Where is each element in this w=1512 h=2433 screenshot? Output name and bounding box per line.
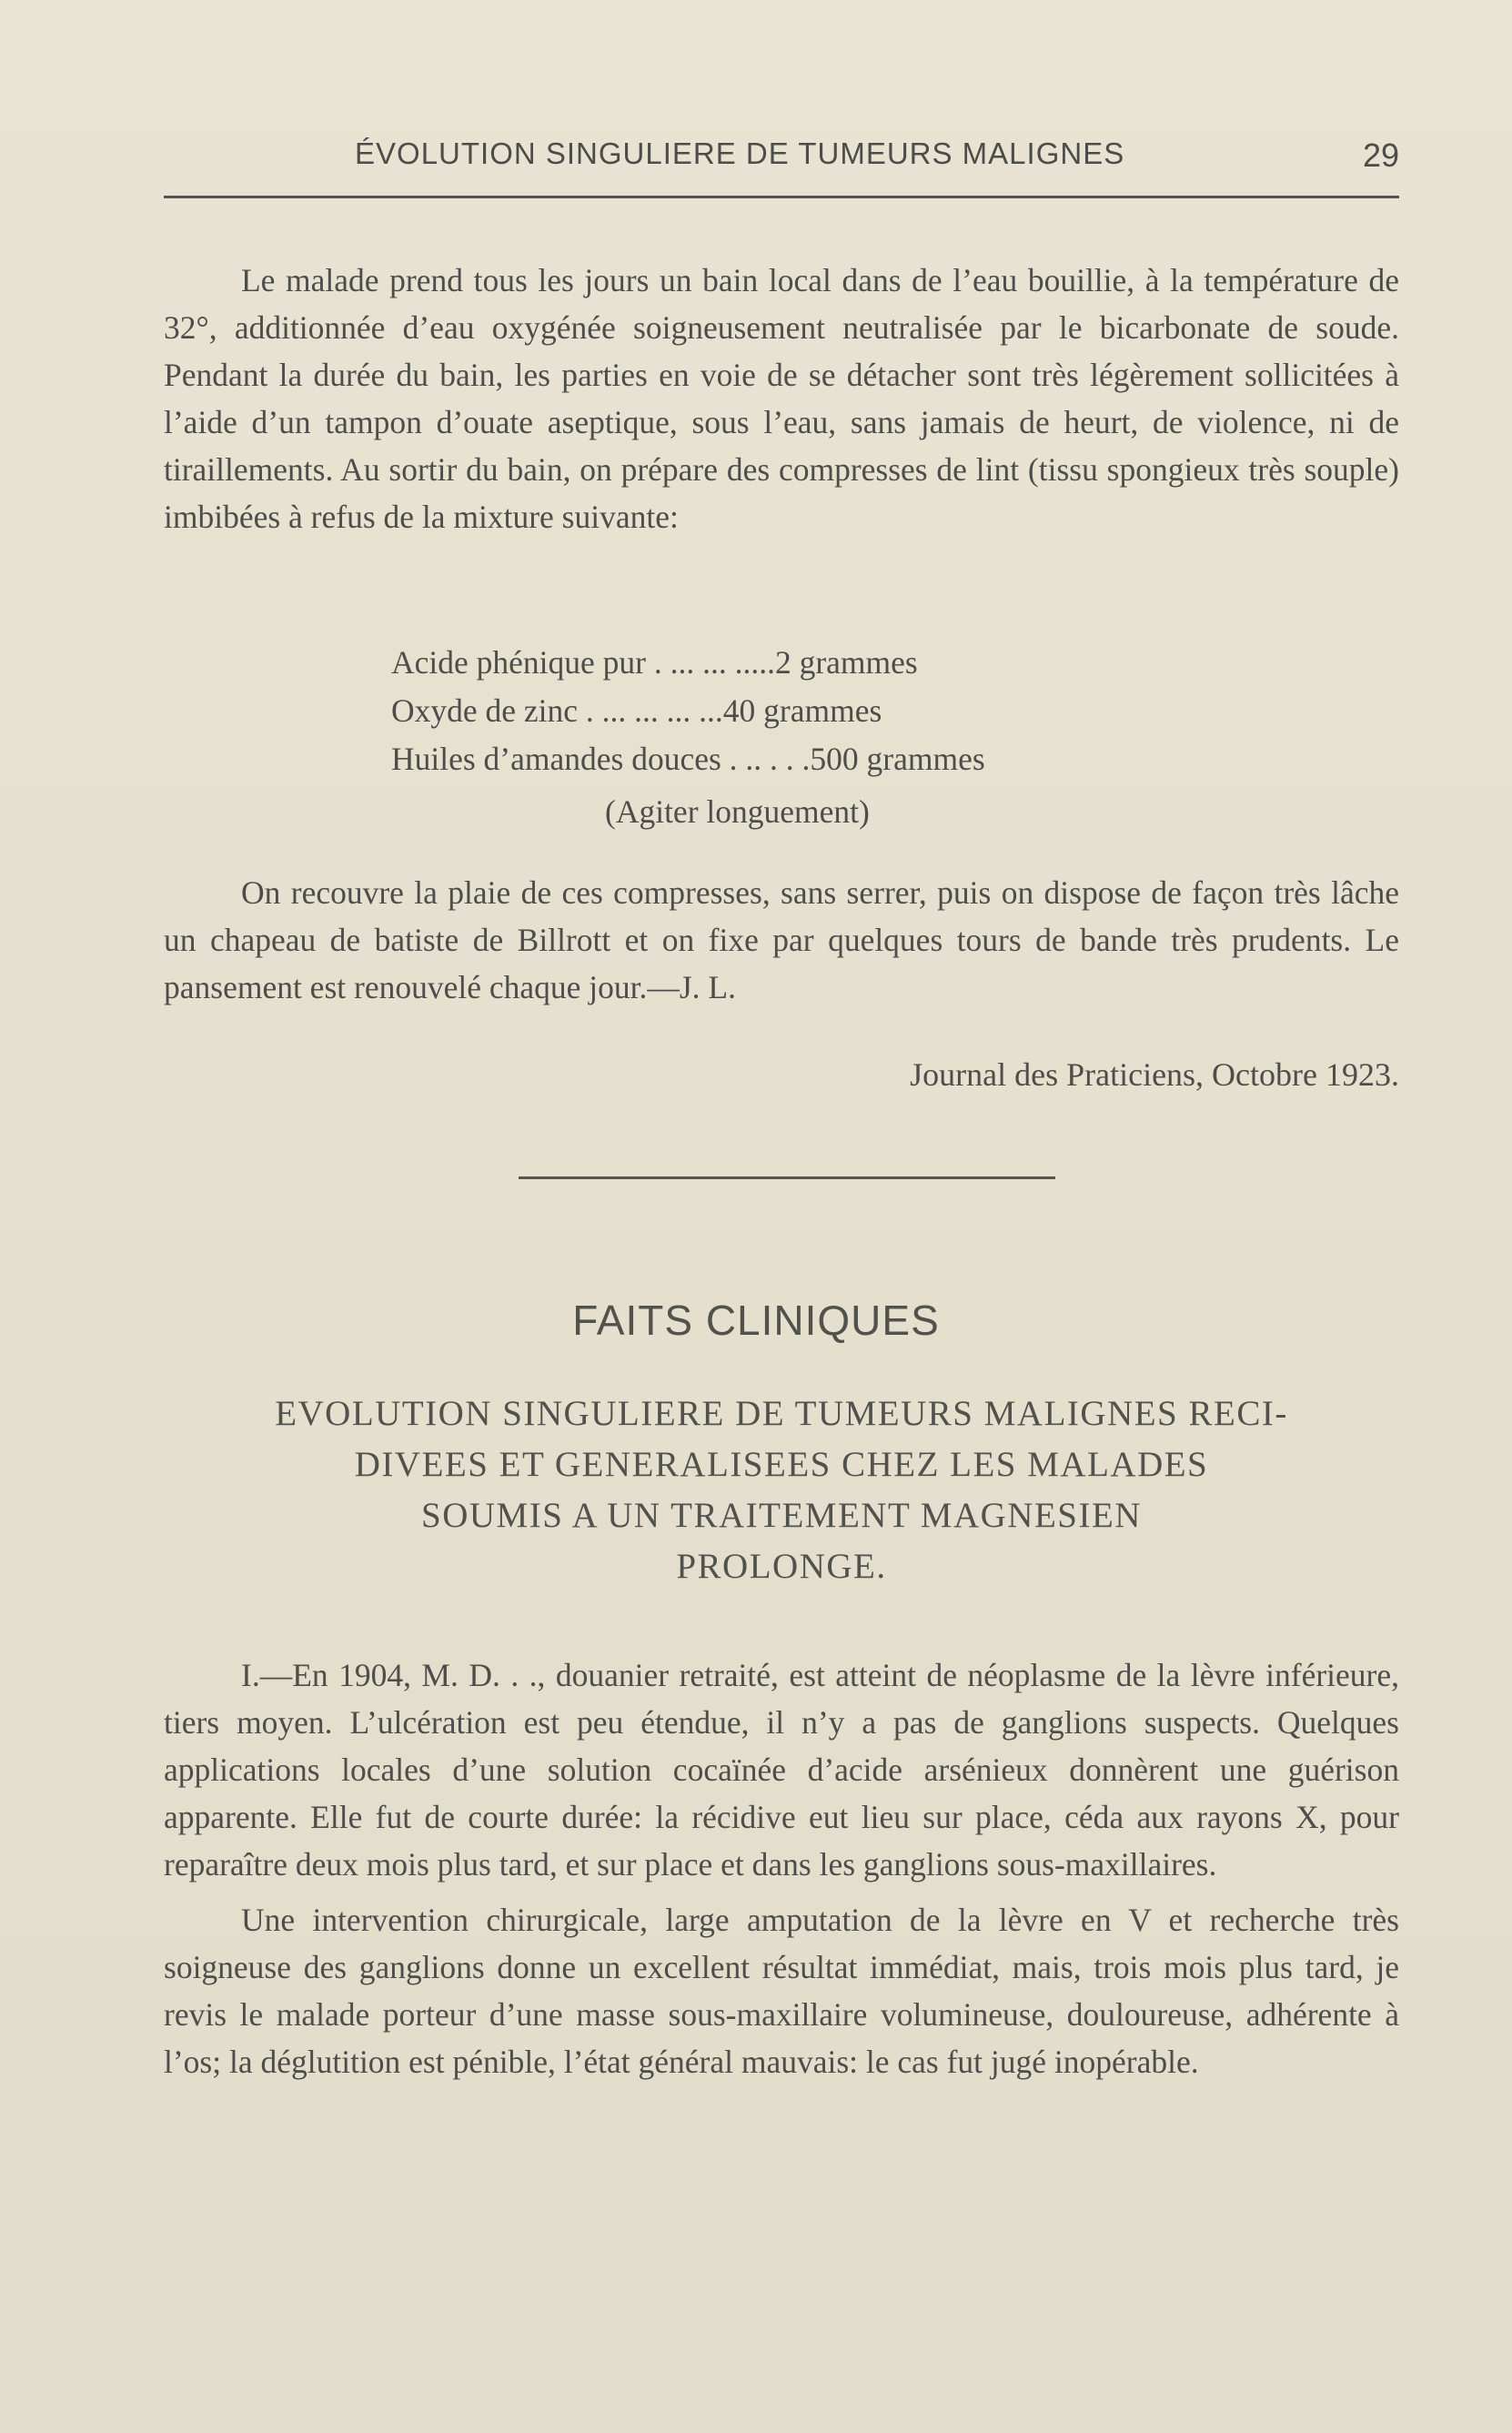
source-citation: Journal des Praticiens, Octobre 1923. xyxy=(910,1056,1399,1093)
section-title: FAITS CLINIQUES xyxy=(572,1297,940,1344)
recipe-line: Acide phénique pur . ... ... .....2 grammes xyxy=(391,644,918,681)
article-title-line: DIVEES ET GENERALISEES CHEZ LES MALADES xyxy=(354,1445,1209,1484)
case-text xyxy=(164,1651,1399,2085)
page-number: 29 xyxy=(1362,136,1399,174)
header-rule xyxy=(164,196,1399,198)
running-header xyxy=(164,136,1399,182)
recipe-note: (Agiter longuement) xyxy=(605,793,870,830)
paragraph: Le malade prend tous les jours un bain local dans de l’eau bouillie, à la température de 32°, additionnée d’eau oxygénée soigneusement neutralisée par le bicarbonate de soude. Pendant la durée du bain, les parties en voie de se détacher sont très légèrement sollicitées à l’aide d’un tampon d’ouate aseptique, sous l’eau, sans jamais de heurt, de violence, ni de tiraillements. Au sortir du bain, on prépare des compresses de lint (tissu spongieux très souple) imbibées à refus de la mixture suivante: xyxy=(164,262,1399,535)
recipe-block xyxy=(391,639,985,830)
article-title-line: EVOLUTION SINGULIERE DE TUMEURS MALIGNES RECI- xyxy=(275,1394,1288,1433)
recipe-line: Oxyde de zinc . ... ... ... ...40 grammes xyxy=(391,692,882,729)
article-title xyxy=(164,1388,1399,1592)
recipe-line: Huiles d’amandes douces . .. . . .500 grammes xyxy=(391,741,985,777)
dressing-text xyxy=(164,869,1399,1011)
paragraph: On recouvre la plaie de ces compresses, sans serrer, puis on dispose de façon très lâche un chapeau de batiste de Billrott et on fixe par quelques tours de bande très prudents. Le pansement est renouvelé chaque jour.—J. L. xyxy=(164,874,1399,1005)
running-title: ÉVOLUTION SINGULIERE DE TUMEURS MALIGNES xyxy=(355,136,1125,170)
treatment-text xyxy=(164,257,1399,540)
article-title-line: PROLONGE. xyxy=(676,1547,887,1586)
paragraph: Une intervention chirurgicale, large amputation de la lèvre en V et recherche très soigneuse des ganglions donne un excellent résultat immédiat, mais, trois mois plus tard, je revis le malade porteur d’une masse sous-maxillaire volumineuse, douloureuse, adhérente à l’os; la déglutition est pénible, l’état général mauvais: le cas fut jugé inopérable. xyxy=(164,1902,1399,2080)
section-separator xyxy=(519,1176,1055,1179)
paragraph: I.—En 1904, M. D. . ., douanier retraité, est atteint de néoplasme de la lèvre inférieure, tiers moyen. L’ulcération est peu étendue, il n’y a pas de ganglions suspects. Quelques applications locales d’une solution cocaïnée d’acide arsénieux donnèrent une guérison apparente. Elle fut de courte durée: la récidive eut lieu sur place, céda aux rayons X, pour reparaître deux mois plus tard, et sur place et dans les ganglions sous-maxillaires. xyxy=(164,1657,1399,1883)
article-title-line: SOUMIS A UN TRAITEMENT MAGNESIEN xyxy=(421,1496,1142,1535)
